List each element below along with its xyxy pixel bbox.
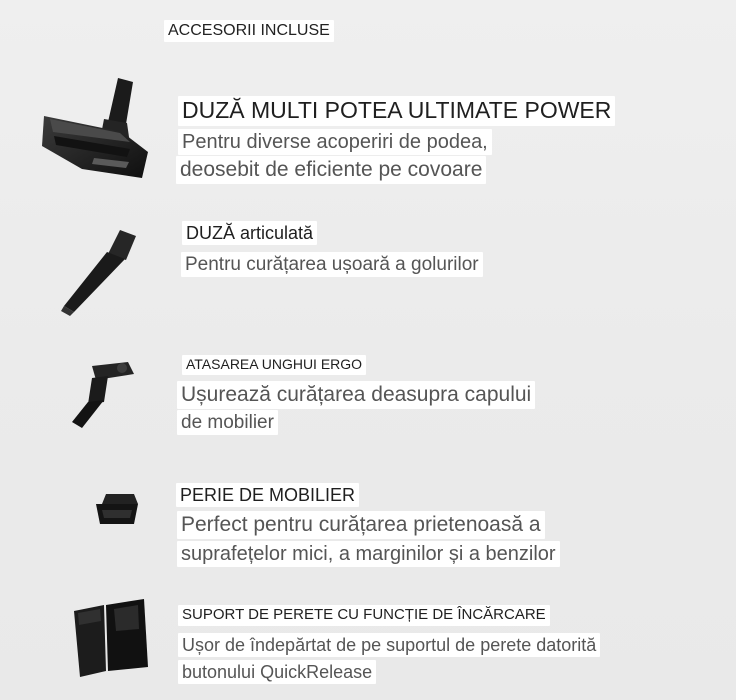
item-description-line: Ușurează curățarea deasupra capului [177, 381, 535, 409]
angle-attachment-icon [64, 356, 154, 432]
item-description-line: deosebit de eficiente pe covoare [176, 156, 486, 184]
item-description-line: Pentru curățarea ușoară a golurilor [181, 252, 483, 277]
item-description-line: Pentru diverse acoperiri de podea, [178, 129, 492, 155]
item-title-wall-bracket: SUPORT DE PERETE CU FUNCȚIE DE ÎNCĂRCARE [178, 605, 550, 626]
section-title: ACCESORII INCLUSE [164, 20, 334, 42]
floor-nozzle-icon [34, 74, 160, 188]
item-description-line: suprafețelor mici, a marginilor și a benzilor [177, 541, 560, 567]
item-description-line: de mobilier [177, 410, 278, 435]
furniture-brush-icon [88, 488, 148, 532]
item-description-line: butonului QuickRelease [178, 660, 376, 684]
item-title-angle-attachment: ATASAREA UNGHUI ERGO [182, 355, 366, 375]
wall-charging-bracket-icon [66, 595, 154, 685]
item-title-crevice-nozzle: DUZĂ articulată [182, 221, 317, 245]
item-description-line: Perfect pentru curățarea prietenoasă a [177, 511, 545, 539]
item-title-floor-nozzle: DUZĂ MULTI POTEA ULTIMATE POWER [178, 96, 615, 126]
crevice-nozzle-icon [56, 224, 146, 320]
item-title-furniture-brush: PERIE DE MOBILIER [176, 483, 359, 507]
item-description-line: Ușor de îndepărtat de pe suportul de perete datorită [178, 633, 600, 657]
